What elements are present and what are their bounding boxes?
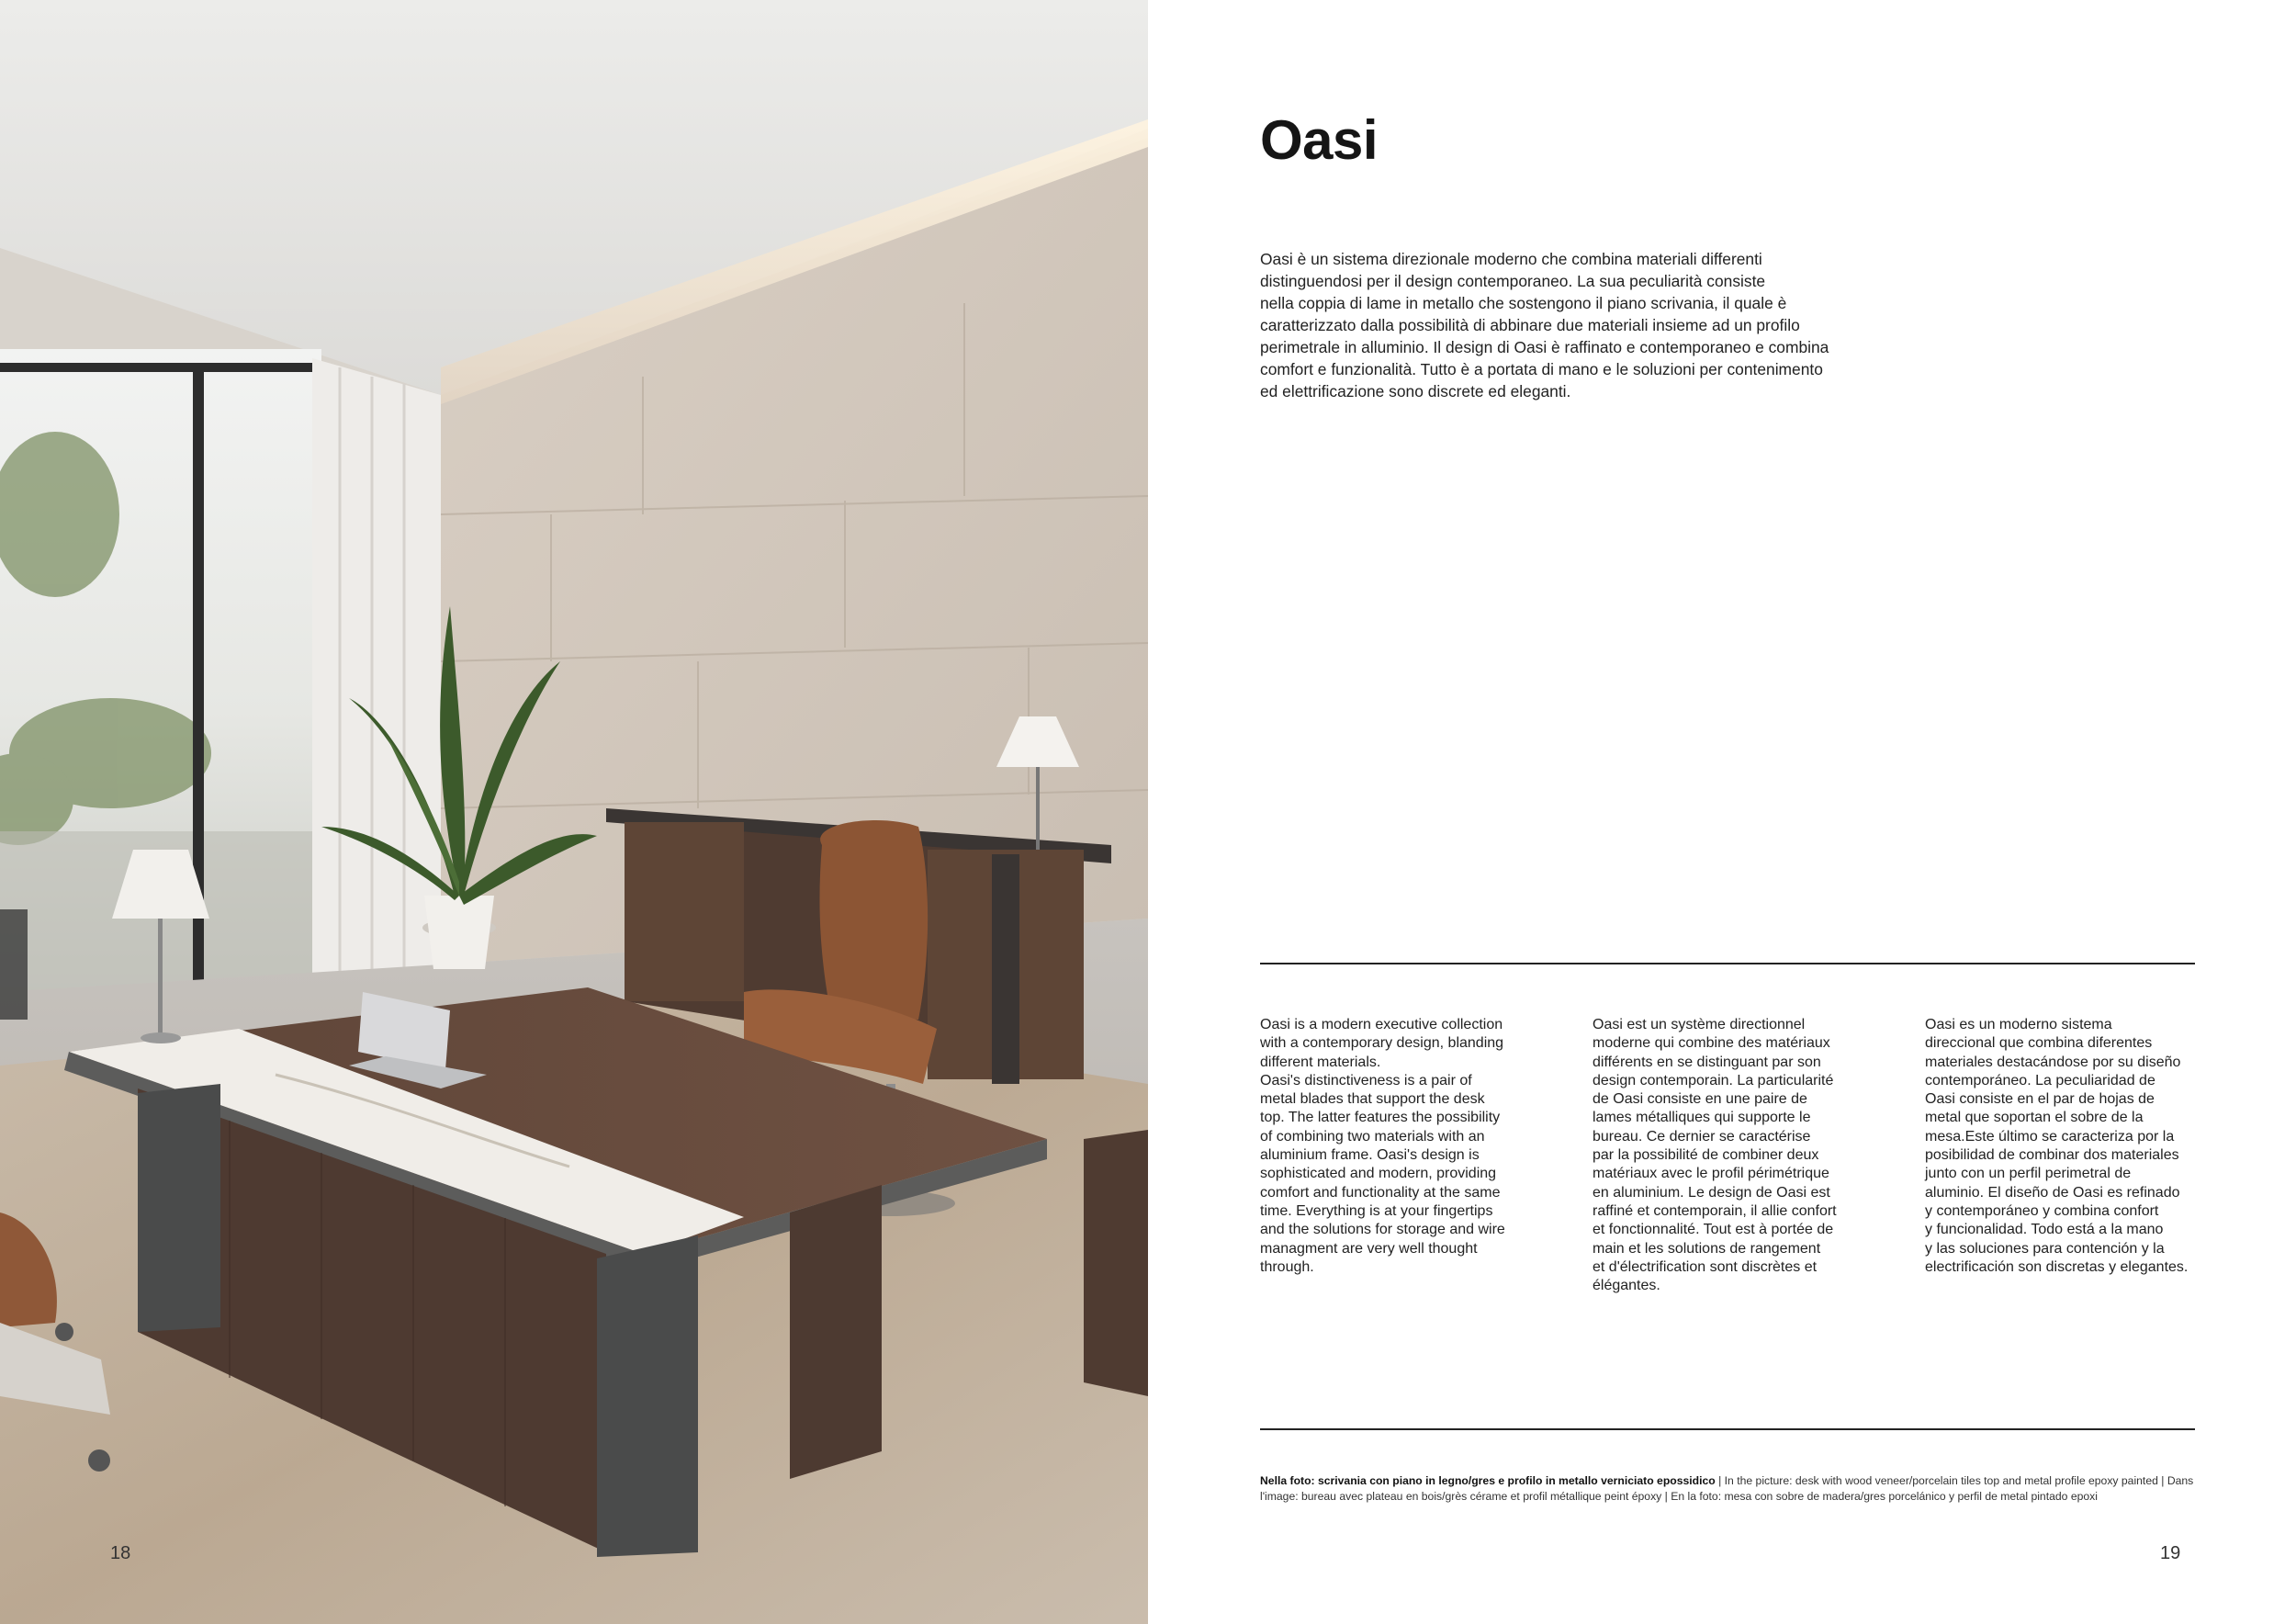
- caption-bold: Nella foto: scrivania con piano in legno/gres e profilo in metallo verniciato epossidico: [1260, 1474, 1716, 1487]
- divider-bottom: [1260, 1428, 2195, 1430]
- page-number-left: 18: [110, 1543, 131, 1563]
- caption-translations: | In the picture: desk with wood veneer/porcelain tiles top and metal profile epoxy painted | Dans l'image: bureau avec plateau en bois/grès cérame et profil métallique peint époxy | En la foto: mesa con sobre de madera/gres porcelánico y perfil de metal pintado epoxi: [1260, 1474, 2194, 1503]
- intro-italian: Oasi è un sistema direzionale moderno che combina materiali differenti distinguendosi per il design contemporaneo. La sua peculiarità consiste nella coppia di lame in metallo che sostengono il piano scrivania, il quale è caratterizzato dalla possibilità di abbinare due materiali insieme ad un profilo perimetrale in alluminio. Il design di Oasi è raffinato e contemporaneo e combina comfort e funzionalità. Tutto è a portata di mano e le soluzioni per contenimento ed elettrificazione sono discrete ed eleganti.: [1260, 250, 1829, 400]
- page-title: Oasi: [1260, 109, 1379, 171]
- divider-top: [1260, 963, 2195, 964]
- text-column-french: Oasi est un système directionnel moderne qui combine des matériaux différents en se distinguant par son design contemporain. La particularité de Oasi consiste en une paire de lames métalliques qui supporte le bureau. Ce dernier se caractérise par la possibilité de combiner deux matériaux avec le profil périmétrique en aluminium. Le design de Oasi est raffiné et contemporain, il allie confort et fonctionnalité. Tout est à portée de main et les solutions de rangement et d'électrification sont discrètes et élégantes.: [1593, 1017, 1837, 1294]
- photo-caption: [1260, 1473, 2197, 1504]
- text-column-spanish: Oasi es un moderno sistema direccional que combina diferentes materiales destacándose por su diseño contemporáneo. La peculiaridad de Oasi consiste en el par de hojas de metal que soportan el sobre de la mesa.Este último se caracteriza por la posibilidad de combinar dos materiales junto con un perfil perimetral de aluminio. El diseño de Oasi es refinado y contemporáneo y combina confort y funcionalidad. Todo está a la mano y las soluciones para contención y la electrificación son discretas y elegantes.: [1925, 1017, 2189, 1275]
- page-number-right: 19: [2160, 1543, 2181, 1563]
- text-column-english: Oasi is a modern executive collection with a contemporary design, blanding different materials. Oasi's distinctiveness is a pair of metal blades that support the desk top. The latter features the possibility of combining two materials with an aluminium frame. Oasi's design is sophisticated and modern, providing comfort and functionality at the same time. Everything is at your fingertips and the solutions for storage and wire managment are very well thought through.: [1260, 1017, 1505, 1275]
